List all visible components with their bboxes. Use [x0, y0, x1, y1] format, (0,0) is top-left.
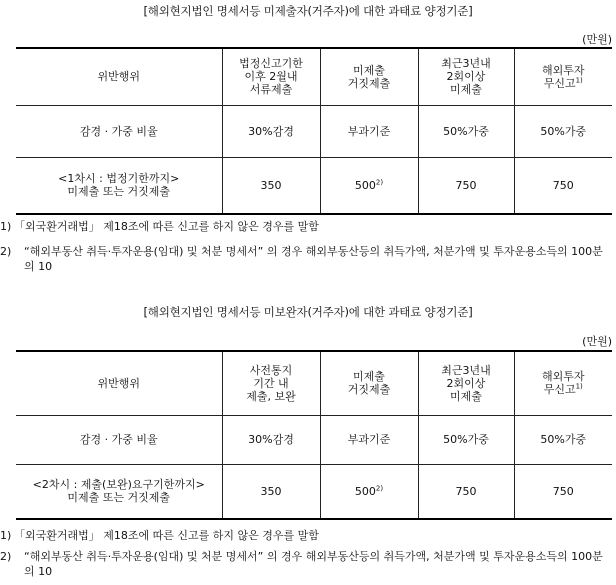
rate-value: 30%감경 [222, 415, 320, 464]
header-col-3: 최근3년내 2회이상 미제출 [418, 48, 514, 105]
section1-footnote-1: 1) 「외국환거래법」 제18조에 따른 신고를 하지 않은 경우를 말함 [0, 220, 319, 233]
section2-footnote-1: 1) 「외국환거래법」 제18조에 따른 신고를 하지 않은 경우를 말함 [0, 529, 319, 542]
section1-table [16, 47, 612, 215]
header-col-2: 미제출 거짓제출 [320, 351, 418, 415]
rate-value: 50%가중 [514, 105, 612, 157]
header-col-1: 사전통지 기간 내 제출, 보완 [222, 351, 320, 415]
header-violation: 위반행위 [16, 351, 222, 415]
fine-row-label: <2차시 : 제출(보완)요구기한까지> 미제출 또는 거짓제출 [16, 464, 222, 519]
section2-unit: (만원) [582, 335, 612, 348]
section2-table [16, 350, 612, 520]
header-col-4: 해외투자 무신고$^{1)}$ [514, 48, 612, 105]
fine-value: 750 [514, 464, 612, 519]
header-violation: 위반행위 [16, 48, 222, 105]
section1-unit: (만원) [582, 33, 612, 46]
fine-value: 500$^{2)}$ [320, 157, 418, 214]
rate-value: 30%감경 [222, 105, 320, 157]
fine-value: 750 [514, 157, 612, 214]
fine-value: 750 [418, 157, 514, 214]
footnote-ref-1: 1) [575, 76, 583, 85]
section2-footnote-2: 2) “해외부동산 취득·투자운용(임대) 및 처분 명세서” 의 경우 해외부동산등의 취득가액, 처분가액 및 투자운용소득의 100분의 10 [0, 550, 603, 578]
section2-title: [해외현지법인 명세서등 미보완자(거주자)에 대한 과태료 양정기준] [143, 305, 473, 319]
rate-value: 50%가중 [418, 105, 514, 157]
section1-title: [해외현지법인 명세서등 미제출자(거주자)에 대한 과태료 양정기준] [143, 4, 473, 18]
fine-value: 350 [222, 464, 320, 519]
section1-footnote-2: 2) “해외부동산 취득·투자운용(임대) 및 처분 명세서” 의 경우 해외부동산등의 취득가액, 처분가액 및 투자운용소득의 100분의 10 [0, 245, 603, 273]
rate-value: 50%가중 [514, 415, 612, 464]
rate-value: 부과기준 [320, 415, 418, 464]
footnote-ref-2: 2) [375, 484, 384, 493]
rate-value: 50%가중 [418, 415, 514, 464]
fine-value: 500$^{2)}$ [320, 464, 418, 519]
header-col-4: 해외투자 무신고$^{1)}$ [514, 351, 612, 415]
rate-label: 감경 · 가중 비율 [16, 105, 222, 157]
footnote-ref-2: 2) [375, 178, 384, 187]
header-col-1: 법정신고기한 이후 2월내 서류제출 [222, 48, 320, 105]
header-col-2: 미제출 거짓제출 [320, 48, 418, 105]
header-col-3: 최근3년내 2회이상 미제출 [418, 351, 514, 415]
fine-value: 350 [222, 157, 320, 214]
rate-label: 감경 · 가중 비율 [16, 415, 222, 464]
rate-value: 부과기준 [320, 105, 418, 157]
footnote-ref-1: 1) [575, 382, 583, 391]
fine-row-label: <1차시 : 법정기한까지> 미제출 또는 거짓제출 [16, 157, 222, 214]
fine-value: 750 [418, 464, 514, 519]
